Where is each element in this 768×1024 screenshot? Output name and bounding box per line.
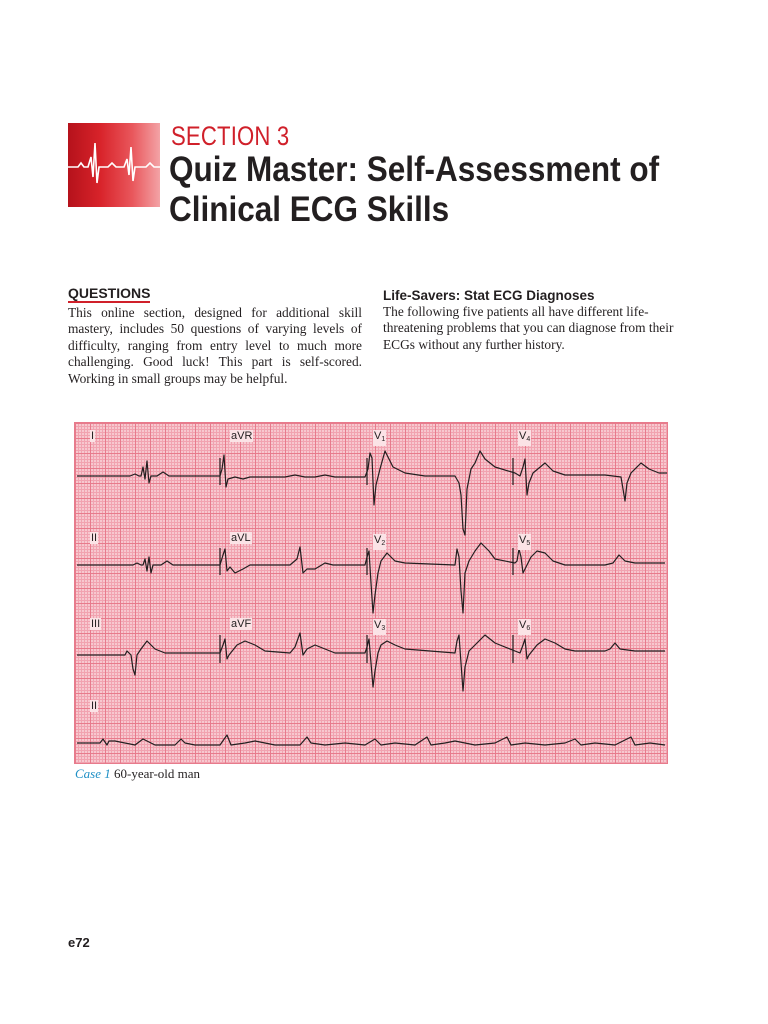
case-label: Case 1 [75,766,111,781]
lead-label-I: I [91,430,95,442]
lead-label-III: III [91,618,101,630]
page-title: Quiz Master: Self-Assessment of Clinical ECG Skills [169,150,660,229]
lead-label-V1: $V_1$ [373,430,386,446]
case-description: 60-year-old man [114,766,201,781]
lead-label-V6: $V_6$ [518,619,531,635]
ecg-trace-row-3 [77,633,665,691]
life-savers-text: The following five patients all have different life-threatening problems that you can diagnose from their ECGs without any further history. [383,304,674,352]
section-label: SECTION 3 [171,121,290,151]
ecg-waveforms [75,423,667,763]
lead-label-V3: $V_3$ [373,619,386,635]
questions-heading: QUESTIONS [68,285,151,301]
lead-label-II-rhythm: II [91,700,98,712]
ecg-trace-row-2 [77,543,665,613]
lead-label-II: II [91,532,98,544]
page-number: e72 [68,935,90,950]
ecg-trace-row-1 [77,451,667,535]
lead-label-aVR: aVR [231,430,253,442]
ecg-wave-icon [68,123,160,207]
ecg-tracing [74,422,668,764]
lead-label-V2: $V_2$ [373,534,386,550]
figure-caption [75,766,200,782]
lead-label-V4: $V_4$ [518,430,531,446]
lead-label-aVF: aVF [231,618,252,630]
section-header-graphic [68,123,160,207]
lead-label-aVL: aVL [231,532,251,544]
questions-intro-text: This online section, designed for additional skill mastery, includes 50 questions of varying levels of difficulty, ranging from entry level to much more challenging. Good luck! This part is self-scored. Working in small groups may be helpful. [68,305,362,386]
life-savers-heading: Life-Savers: Stat ECG Diagnoses [383,288,595,303]
lead-label-V5: $V_5$ [518,534,531,550]
ecg-trace-row-4 [77,735,665,745]
